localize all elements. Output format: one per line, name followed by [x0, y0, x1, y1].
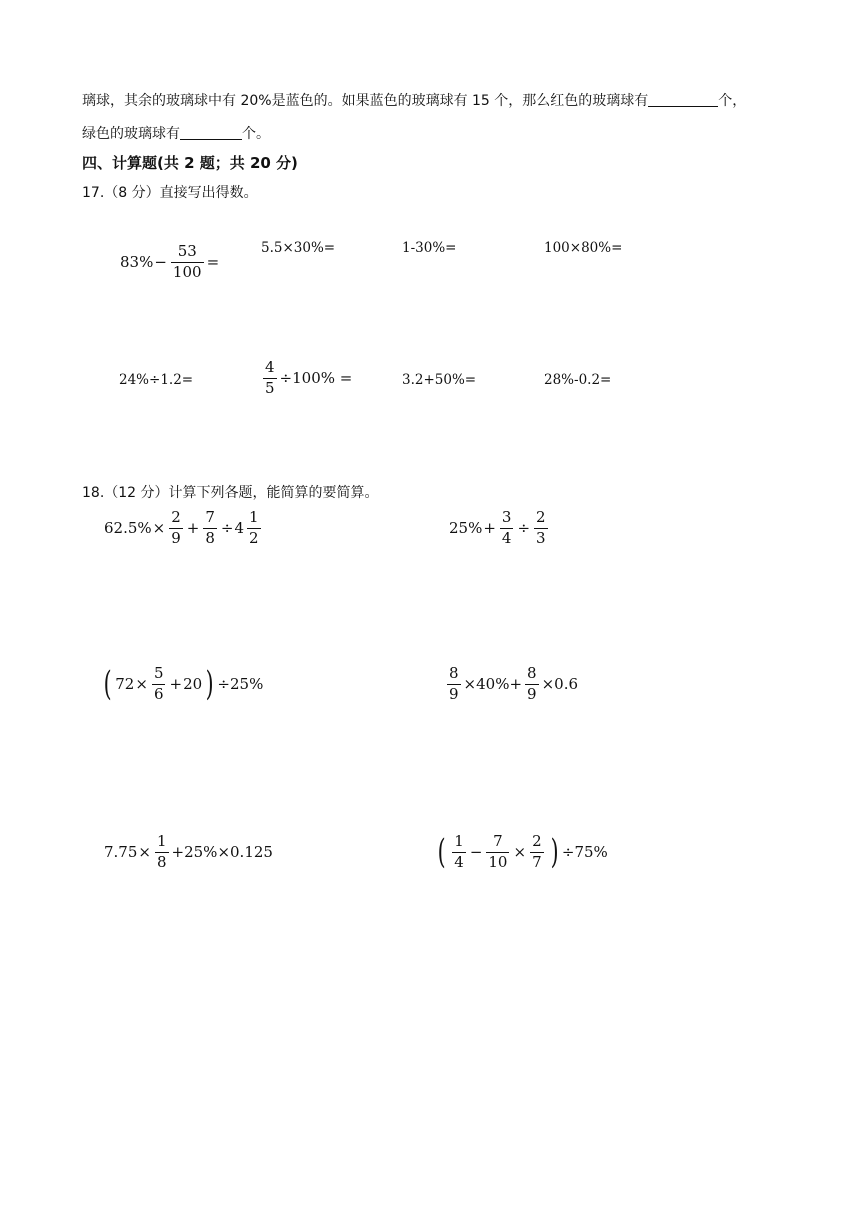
equals: =: [206, 253, 220, 272]
fraction: [247, 510, 261, 547]
fraction: [263, 360, 277, 397]
numerator: 1: [249, 508, 259, 526]
operator: ×: [513, 843, 527, 862]
q17-prompt: 17.（8 分）直接写出得数。: [82, 185, 258, 201]
q17-item-f: [260, 360, 352, 397]
fraction: [452, 834, 466, 871]
left-paren: (: [437, 832, 446, 873]
fraction: [525, 666, 539, 703]
q18-expr-1: [104, 510, 264, 547]
term: 72: [115, 675, 135, 694]
q17-item-c: 1-30%=: [402, 240, 457, 256]
answer-blank-red[interactable]: [648, 92, 718, 107]
denominator: 100: [172, 262, 202, 281]
term: 7.75: [104, 843, 138, 862]
q17-item-b: 5.5×30%=: [261, 240, 336, 256]
q17-item-h: 28%-0.2=: [544, 372, 612, 388]
fraction: [171, 244, 204, 281]
fraction: [534, 510, 548, 547]
term: ÷100% =: [279, 369, 353, 388]
right-paren: ): [205, 664, 214, 705]
denominator: 3: [536, 528, 546, 547]
term: ÷75%: [561, 843, 608, 862]
term: +25%×0.125: [171, 843, 273, 862]
q17-item-a: [120, 244, 219, 281]
term: 20: [183, 675, 203, 694]
numerator: 7: [205, 508, 215, 526]
denominator: 8: [205, 528, 215, 547]
denominator: 10: [488, 852, 508, 871]
q18-expr-4: [444, 666, 578, 703]
fraction: [169, 510, 183, 547]
denominator: 4: [501, 528, 512, 547]
operator: −: [154, 253, 167, 272]
operator: ÷: [517, 519, 531, 538]
section-title: 四、计算题(共 2 题；共 20 分): [82, 154, 298, 172]
term: ×0.6: [541, 675, 579, 694]
operator: +: [483, 519, 496, 538]
q17-item-d: 100×80%=: [544, 240, 623, 256]
q18-expr-3: [100, 666, 263, 703]
q18-prompt: 18.（12 分）计算下列各题，能简算的要简算。: [82, 485, 379, 501]
term: 62.5%: [104, 519, 152, 538]
q17-item-e: 24%÷1.2=: [119, 372, 194, 388]
denominator: 2: [249, 528, 259, 547]
fraction: [447, 666, 461, 703]
q18-expr-5: [104, 834, 273, 871]
right-paren: ): [550, 832, 559, 873]
q18-expr-2: [449, 510, 551, 547]
operator: ÷: [220, 519, 234, 538]
numerator: 2: [536, 508, 546, 526]
term: ×40%+: [463, 675, 523, 694]
q18-expr-6: [434, 834, 608, 871]
operator: +: [186, 519, 200, 538]
term: 83%: [120, 253, 154, 272]
denominator: 9: [527, 684, 537, 703]
numerator: 1: [454, 832, 464, 850]
operator: ×: [135, 675, 148, 694]
operator: −: [469, 843, 483, 862]
text-segment: 个，: [718, 93, 747, 109]
numerator: 2: [171, 508, 181, 526]
term: 25%: [449, 519, 483, 538]
denominator: 6: [153, 684, 164, 703]
fraction: [500, 510, 514, 547]
numerator: 3: [501, 508, 512, 526]
operator: ×: [152, 519, 166, 538]
problem-text-line2: [82, 123, 270, 143]
fraction: [530, 834, 544, 871]
denominator: 4: [454, 852, 464, 871]
numerator: 1: [156, 832, 167, 850]
numerator: 5: [153, 664, 164, 682]
fraction: [203, 510, 217, 547]
numerator: 7: [493, 832, 503, 850]
whole-number: 4: [234, 519, 245, 538]
numerator: 2: [532, 832, 542, 850]
numerator: 53: [177, 242, 197, 260]
term: ÷25%: [217, 675, 264, 694]
denominator: 9: [449, 684, 459, 703]
text-segment: 璃球，其余的玻璃球中有 20%是蓝色的。如果蓝色的玻璃球有 15 个，那么红色的玻璃球有: [82, 93, 649, 109]
fraction: [486, 834, 509, 871]
denominator: 9: [171, 528, 181, 547]
problem-text-line1: [82, 90, 746, 110]
fraction: [155, 834, 169, 871]
numerator: 8: [527, 664, 537, 682]
numerator: 4: [265, 358, 275, 376]
text-segment: 个。: [242, 126, 270, 142]
text-segment: 绿色的玻璃球有: [82, 126, 180, 142]
left-paren: (: [103, 664, 112, 705]
numerator: 8: [449, 664, 459, 682]
denominator: 7: [532, 852, 542, 871]
operator: +: [169, 675, 183, 694]
q17-item-g: 3.2+50%=: [402, 372, 477, 388]
operator: ×: [138, 843, 151, 862]
denominator: 8: [156, 852, 167, 871]
denominator: 5: [265, 378, 275, 397]
answer-blank-green[interactable]: [180, 125, 242, 140]
fraction: [152, 666, 166, 703]
